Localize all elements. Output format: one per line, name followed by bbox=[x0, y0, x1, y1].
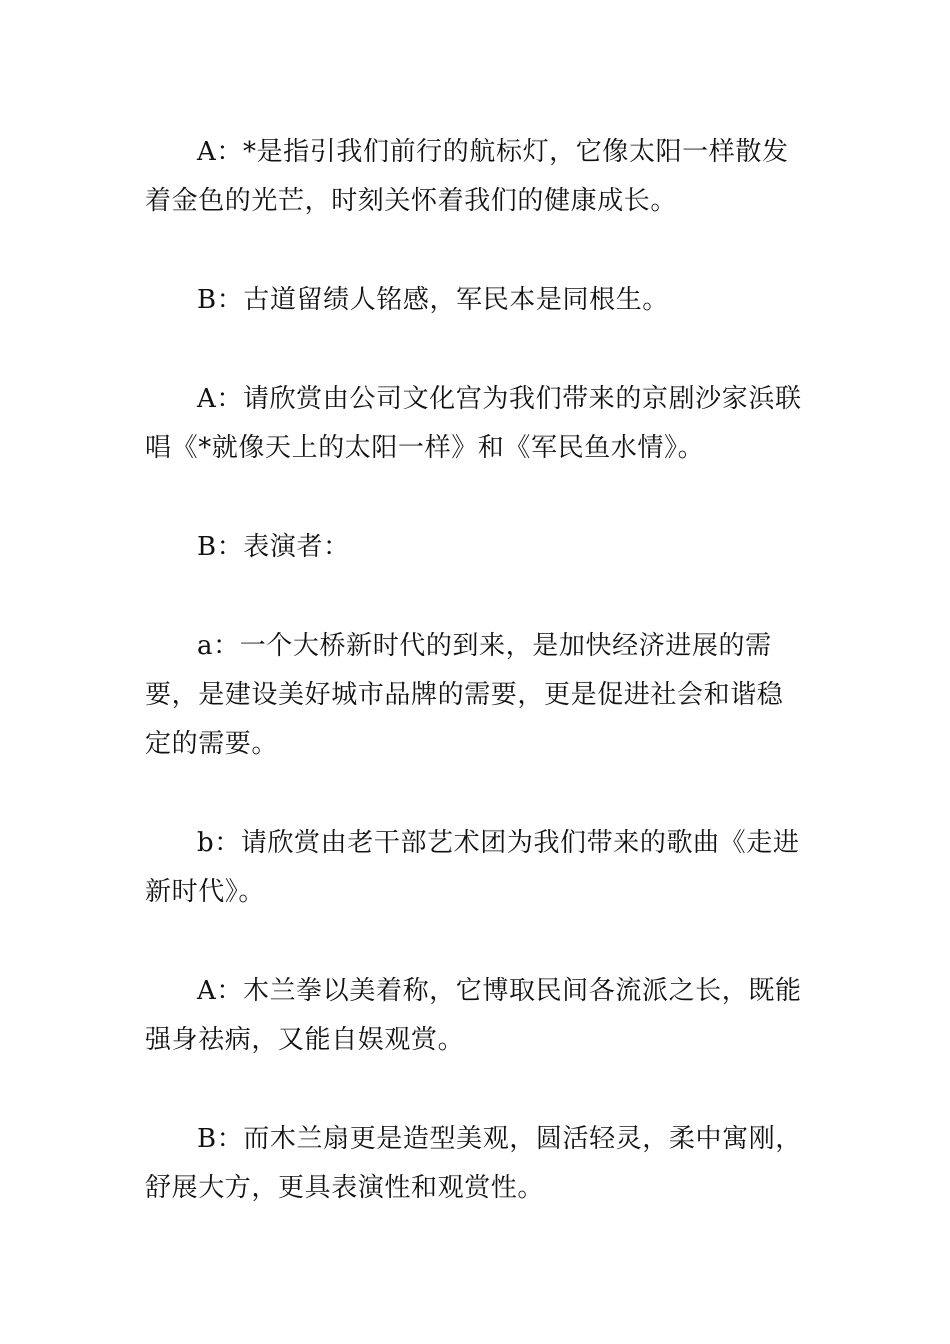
paragraph-7: A：木兰拳以美着称，它博取民间各流派之长，既能强身祛病，又能自娱观赏。 bbox=[145, 976, 802, 1055]
paragraph-4: B：表演者： bbox=[197, 532, 350, 562]
paragraph-6: b：请欣赏由老干部艺术团为我们带来的歌曲《走进新时代》。 bbox=[145, 828, 800, 907]
paragraph-5: a：一个大桥新时代的到来，是加快经济进展的需要，是建设美好城市品牌的需要，更是促进社会和谐稳定的需要。 bbox=[145, 631, 784, 759]
document-body bbox=[145, 128, 807, 1263]
paragraph-2: B：古道留绩人铭感，军民本是同根生。 bbox=[197, 285, 669, 315]
paragraph-1: A：*是指引我们前行的航标灯，它像太阳一样散发着金色的光芒，时刻关怀着我们的健康成长。 bbox=[145, 137, 789, 216]
paragraph-3: A：请欣赏由公司文化宫为我们带来的京剧沙家浜联唱《*就像天上的太阳一样》和《军民鱼水情》。 bbox=[145, 384, 802, 463]
paragraph-8: B：而木兰扇更是造型美观，圆活轻灵，柔中寓刚，舒展大方，更具表演性和观赏性。 bbox=[145, 1124, 802, 1203]
